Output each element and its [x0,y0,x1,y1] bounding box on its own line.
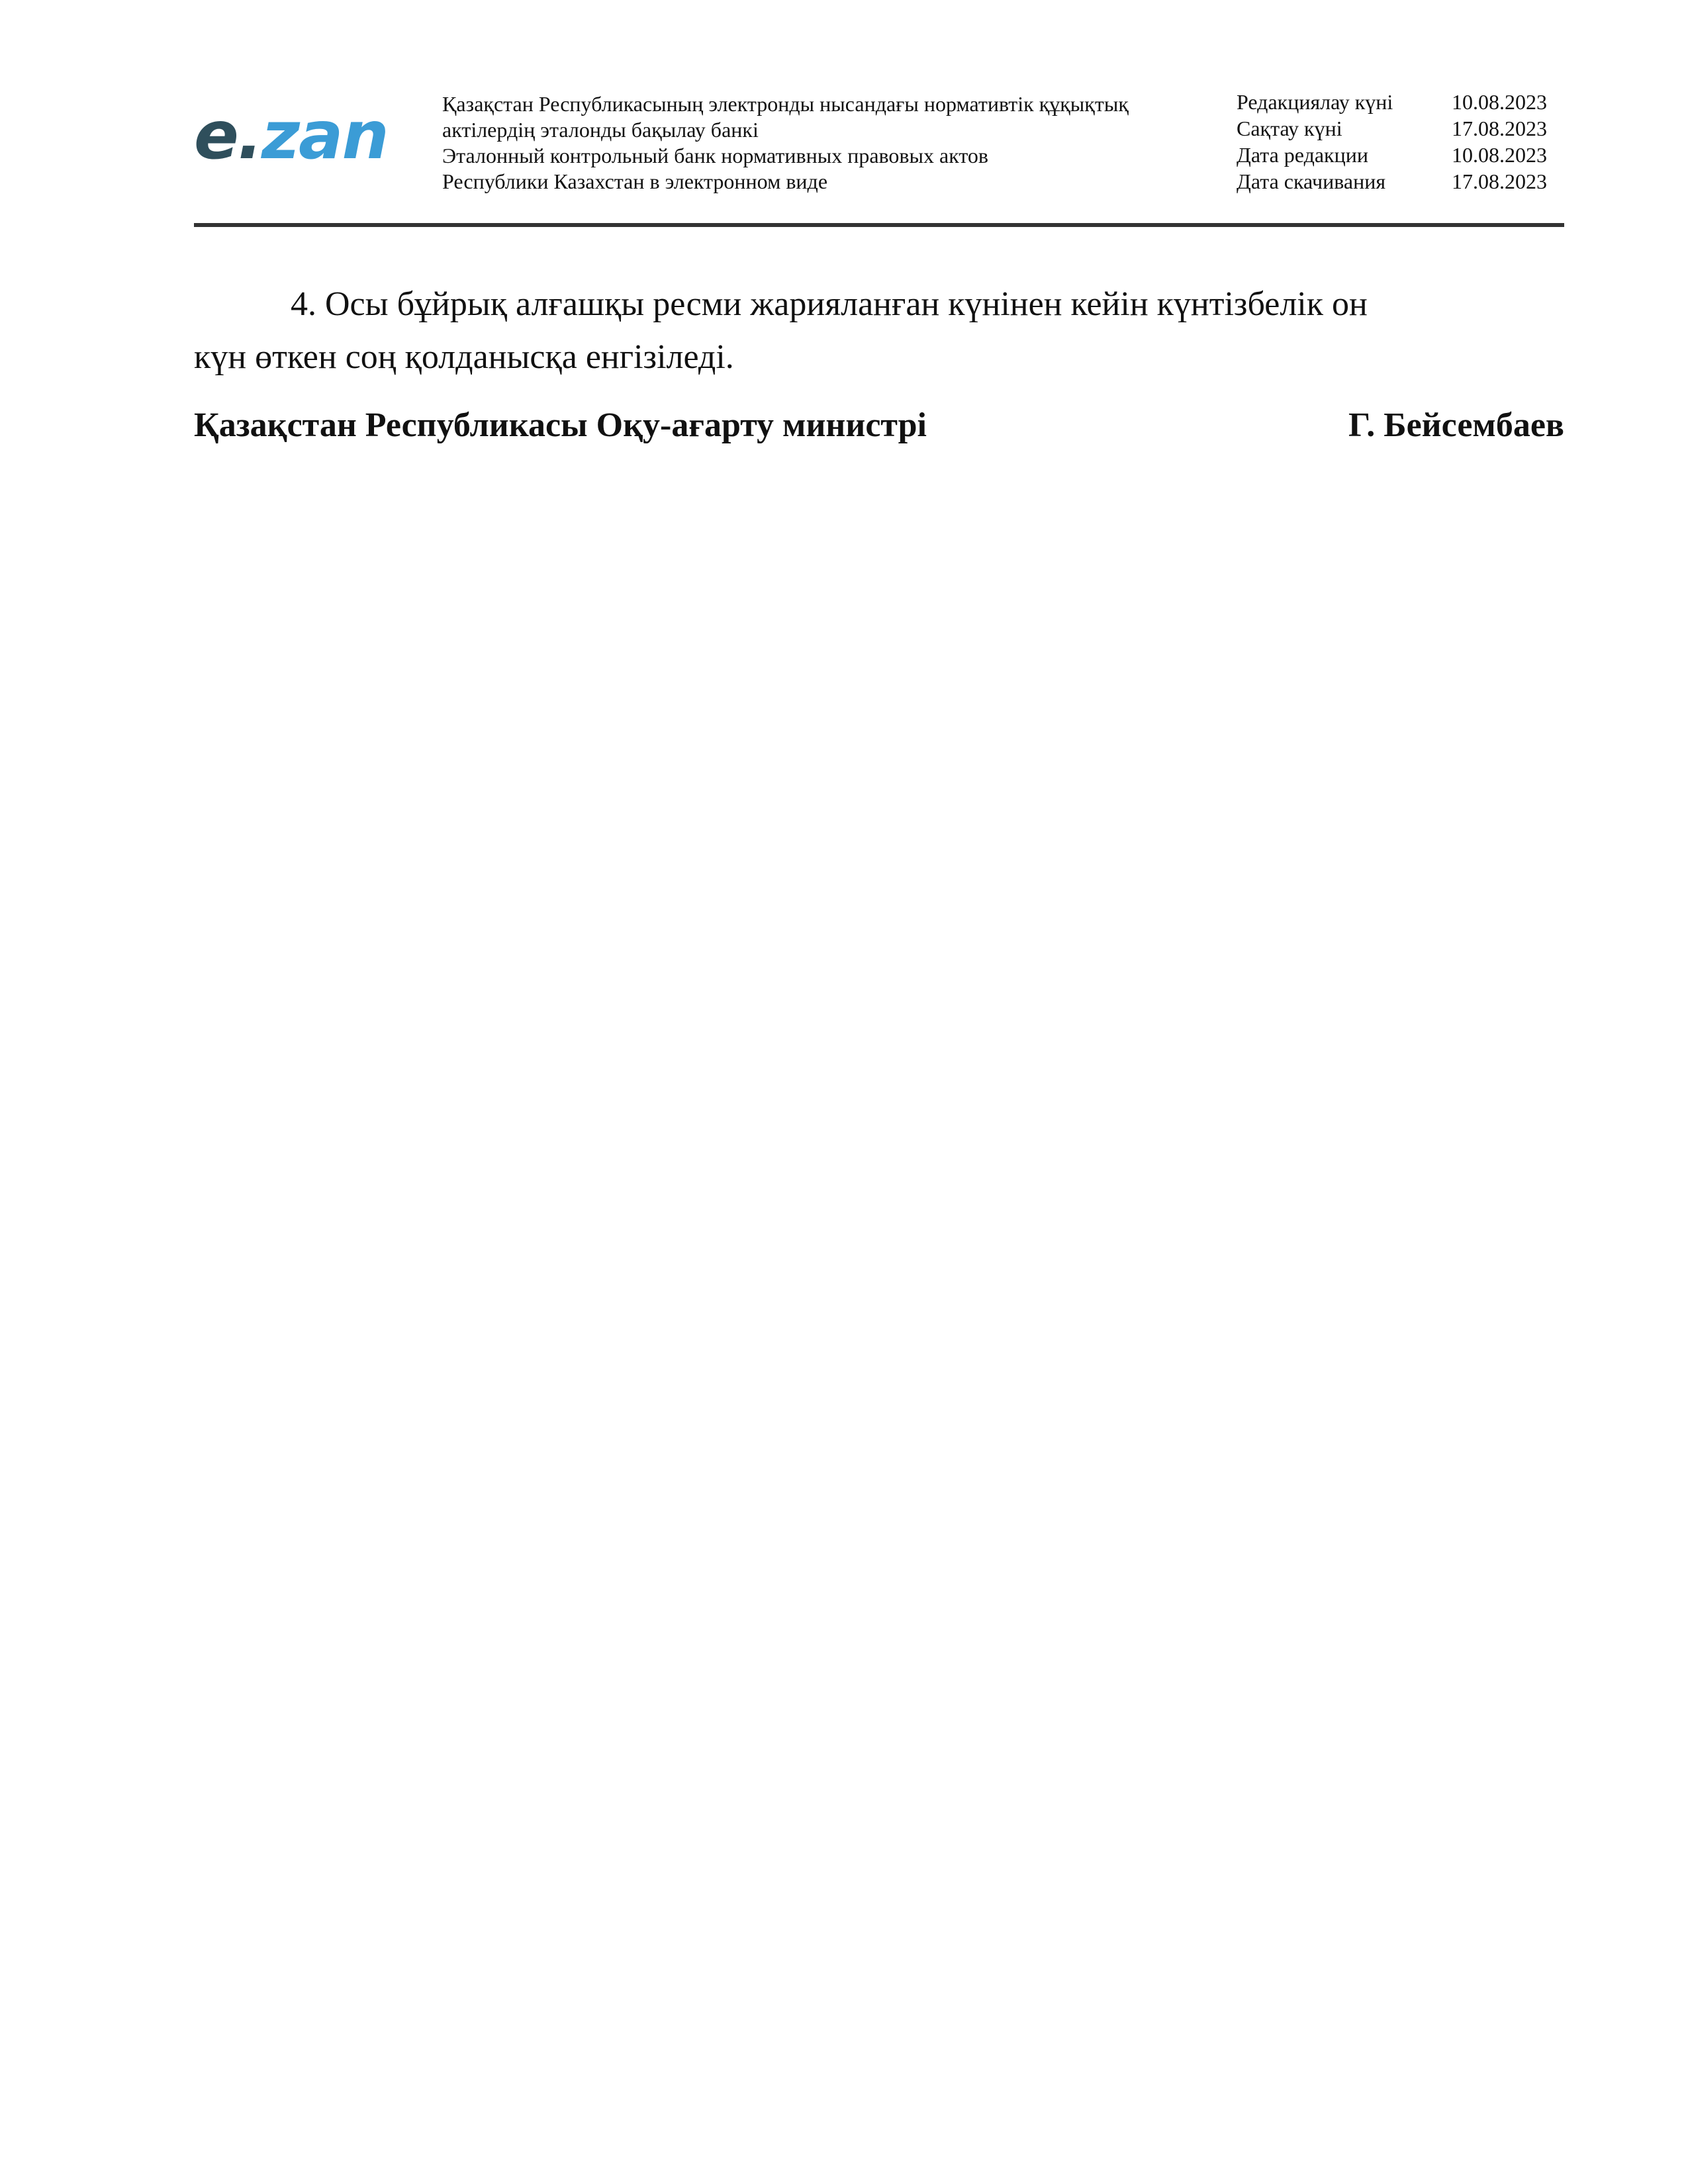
org-line-2: актілердің эталонды бақылау банкі [442,118,759,142]
date-value: 10.08.2023 [1452,143,1547,167]
date-value: 10.08.2023 [1452,90,1547,114]
date-value: 17.08.2023 [1452,116,1547,140]
document-paragraph [194,278,1564,384]
organization-name-block [442,91,1170,195]
date-row-download-ru [1237,168,1568,195]
date-row-edit-kz [1237,89,1568,115]
paragraph-line-1: 4. Осы бұйрық алғашқы ресми жарияланған күнінен кейін күнтізбелік он [291,285,1368,323]
date-label: Сақтау күні [1237,116,1342,140]
paragraph-line-2: күн өткен соң қолданысқа енгізіледі. [194,338,734,376]
date-value: 17.08.2023 [1452,169,1547,193]
logo-text-part1: e. [194,97,261,174]
signatory-title: Қазақстан Республикасы Оқу-ағарту министрі [194,406,927,444]
date-label: Редакциялау күні [1237,90,1393,114]
ezan-logo [194,99,386,172]
org-line-4: Республики Казахстан в электронном виде [442,169,828,193]
org-line-1: Қазақстан Республикасының электронды нысандағы нормативтік құқықтық [442,92,1129,116]
signatory-name: Г. Бейсембаев [1348,406,1564,444]
date-row-edit-ru [1237,142,1568,168]
logo-text [194,97,388,174]
date-label: Дата скачивания [1237,169,1386,193]
header-divider [194,223,1564,227]
org-line-3: Эталонный контрольный банк нормативных правовых актов [442,144,989,167]
dates-table [1237,89,1568,195]
date-row-save-kz [1237,115,1568,142]
date-label: Дата редакции [1237,143,1368,167]
logo-text-part2: zan [261,97,388,174]
document-header [194,86,1564,225]
signature-block [194,402,1564,449]
